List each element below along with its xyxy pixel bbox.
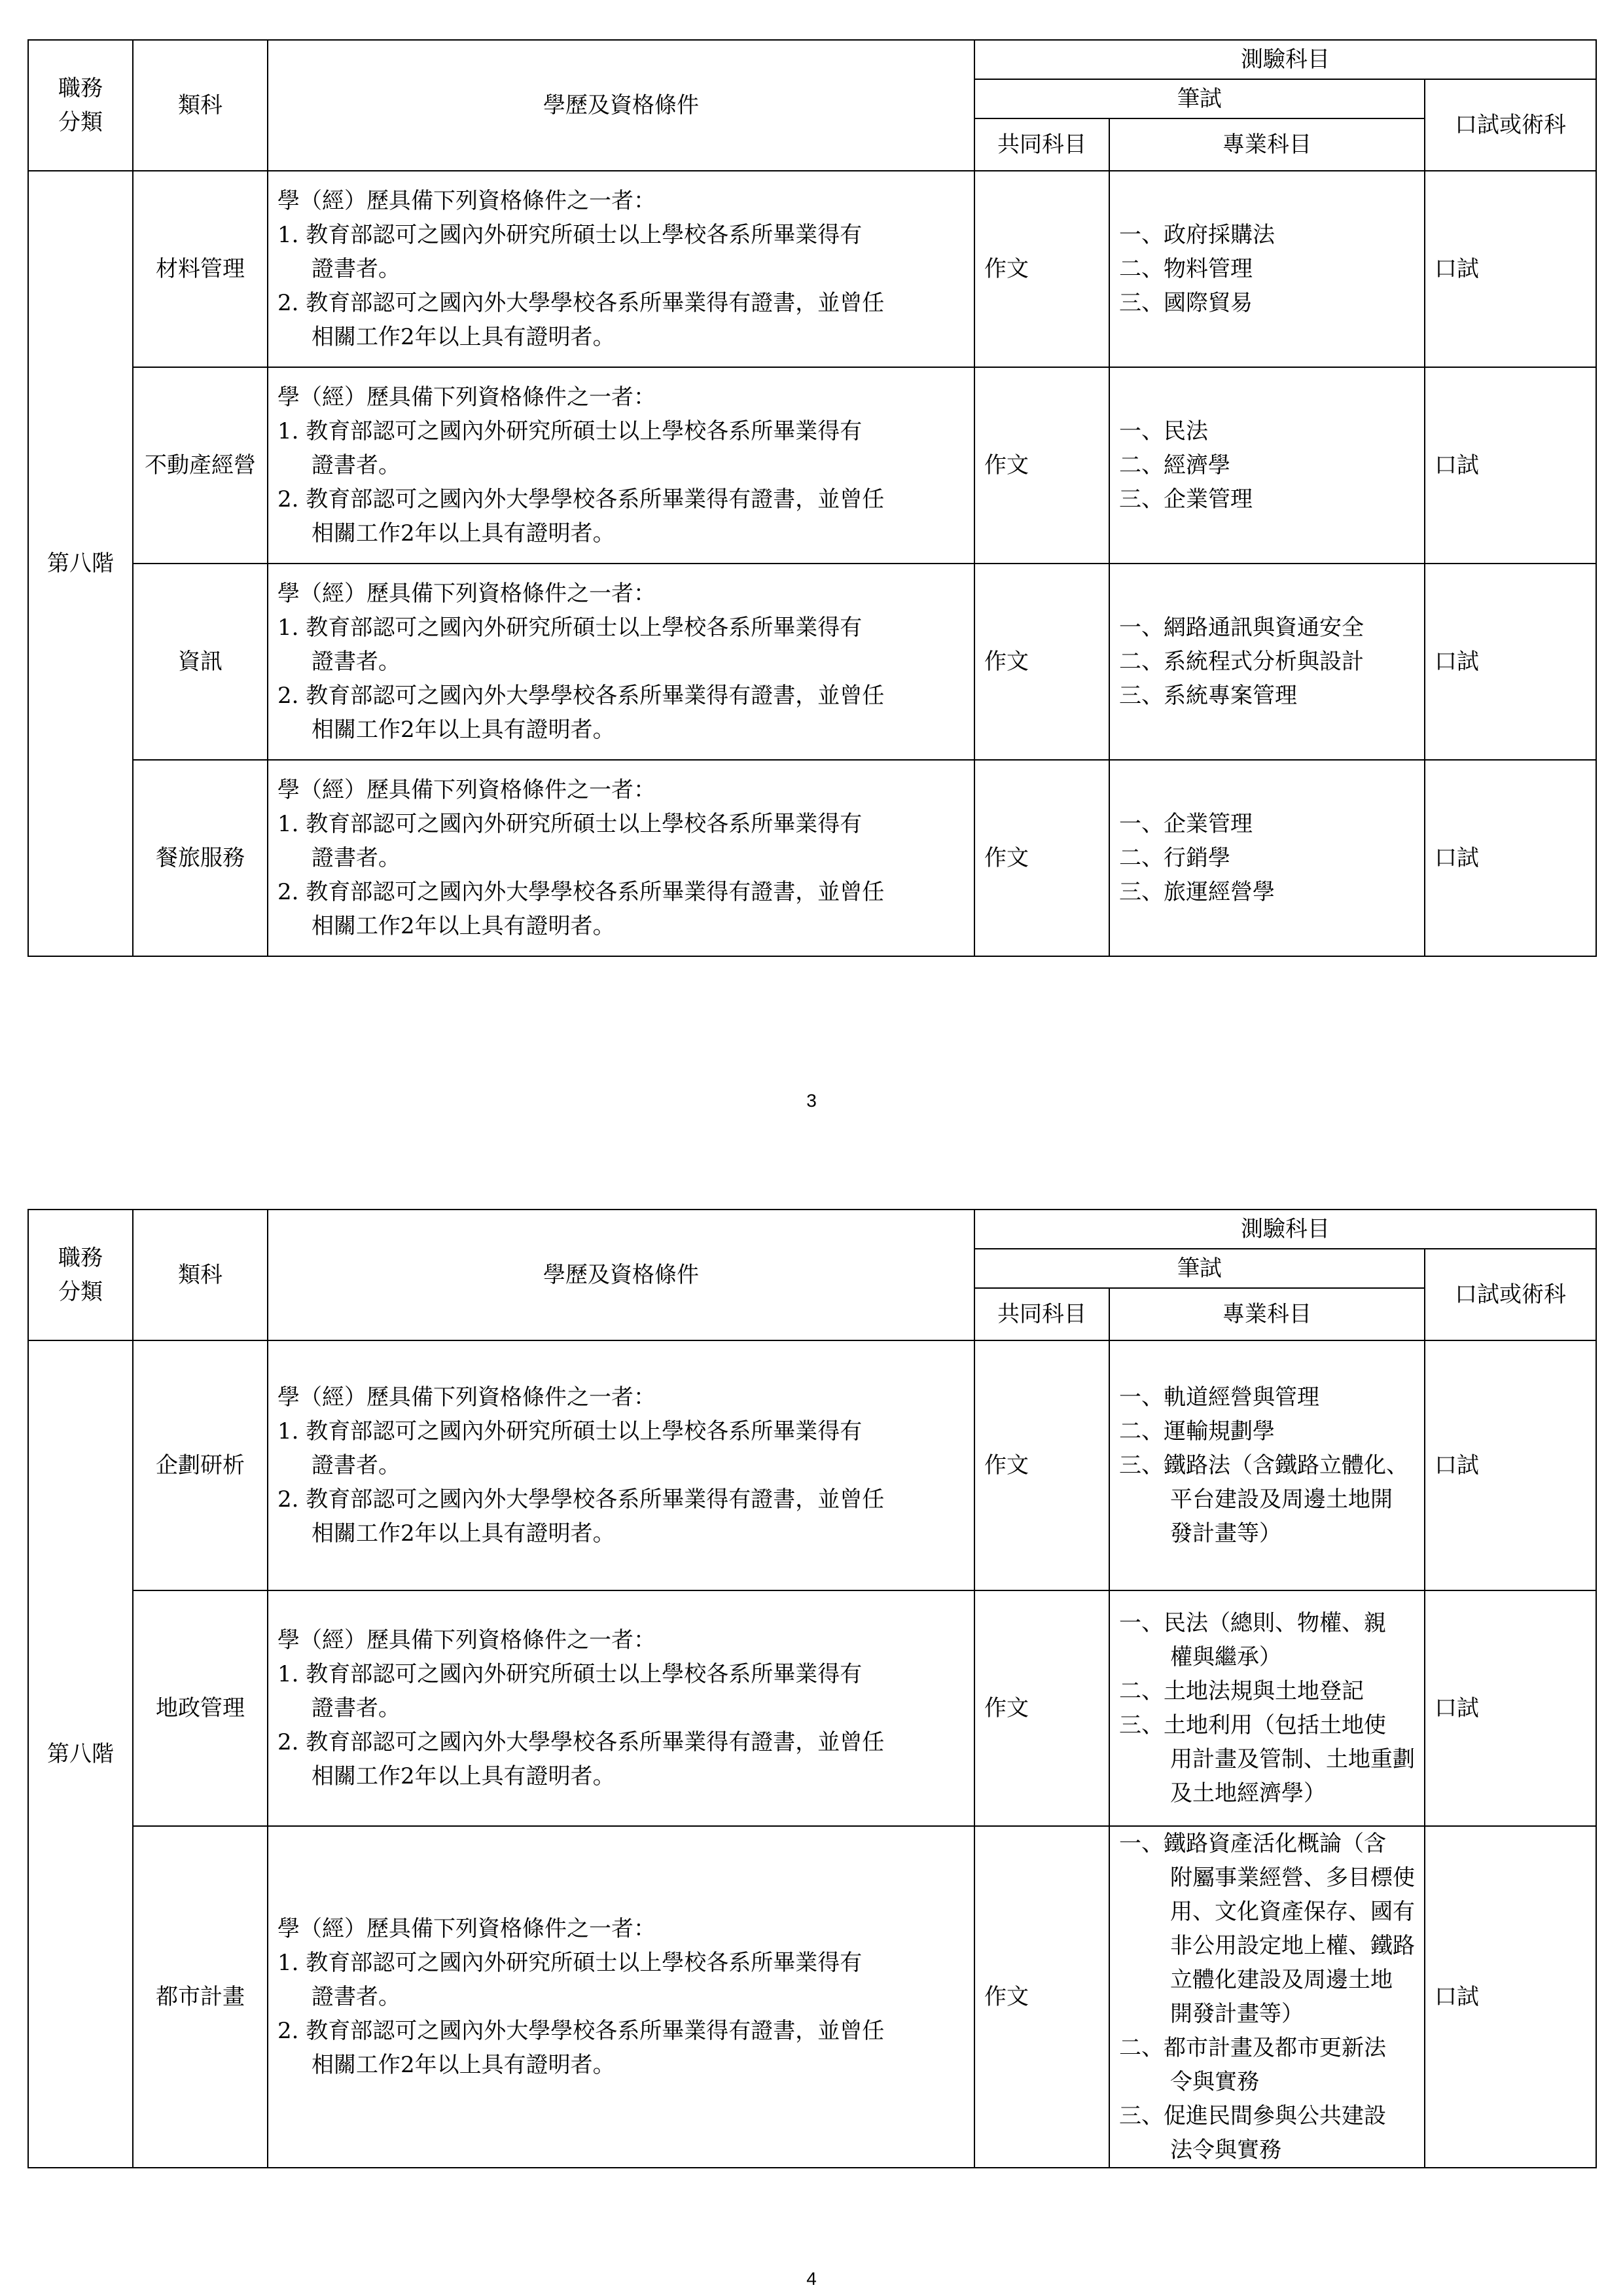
category-cell: 資訊 [133,564,268,760]
professional-subject-cell: 一、軌道經營與管理 二、運輸規劃學 三、鐵路法（含鐵路立體化、 平台建設及周邊土地開 發計畫等） [1109,1340,1425,1590]
oral-cell: 口試 [1425,1340,1596,1590]
category-cell: 都市計畫 [133,1826,268,2168]
header-exam-subjects: 測驗科目 [974,1210,1596,1249]
qualification-cell: 學（經）歷具備下列資格條件之一者： 1. 教育部認可之國內外研究所碩士以上學校各系所畢業得有 證書者。 2. 教育部認可之國內外大學學校各系所畢業得有證書，並曾任 相關工作2年以上具有證明者。 [268,1826,974,2168]
common-subject-cell: 作文 [974,367,1109,564]
qualification-cell: 學（經）歷具備下列資格條件之一者： 1. 教育部認可之國內外研究所碩士以上學校各系所畢業得有 證書者。 2. 教育部認可之國內外大學學校各系所畢業得有證書，並曾任 相關工作2年以上具有證明者。 [268,1590,974,1826]
header-common-subject: 共同科目 [974,1288,1109,1340]
rank-cell: 第八階 [28,1340,133,2168]
professional-subject-cell: 一、鐵路資產活化概論（含 附屬事業經營、多目標使 用、文化資產保存、國有 非公用設定地上權、鐵路 立體化建設及周邊土地 開發計畫等） 二、都市計畫及都市更新法 令與實務 三、促進民間參與公共建設 法令與實務 [1109,1826,1425,2168]
professional-subject-cell: 一、網路通訊與資通安全 二、系統程式分析與設計 三、系統專案管理 [1109,564,1425,760]
category-cell: 地政管理 [133,1590,268,1826]
professional-subject-cell: 一、企業管理 二、行銷學 三、旅運經營學 [1109,760,1425,956]
table-row [28,171,1596,367]
table-row [28,1590,1596,1826]
table-row [28,1340,1596,1590]
category-cell: 材料管理 [133,171,268,367]
table-row [28,367,1596,564]
common-subject-cell: 作文 [974,564,1109,760]
oral-cell: 口試 [1425,1826,1596,2168]
category-cell: 企劃研析 [133,1340,268,1590]
common-subject-cell: 作文 [974,1826,1109,2168]
header-professional-subject: 專業科目 [1109,118,1425,171]
page-number: 3 [806,1090,817,1111]
exam-table-page-4 [27,1209,1597,2168]
header-common-subject: 共同科目 [974,118,1109,171]
header-written: 筆試 [974,1249,1425,1288]
header-professional-subject: 專業科目 [1109,1288,1425,1340]
exam-table-page-3 [27,39,1597,957]
oral-cell: 口試 [1425,367,1596,564]
header-exam-subjects: 測驗科目 [974,40,1596,79]
professional-subject-cell: 一、政府採購法 二、物料管理 三、國際貿易 [1109,171,1425,367]
qualification-cell: 學（經）歷具備下列資格條件之一者： 1. 教育部認可之國內外研究所碩士以上學校各系所畢業得有 證書者。 2. 教育部認可之國內外大學學校各系所畢業得有證書，並曾任 相關工作2年以上具有證明者。 [268,1340,974,1590]
oral-cell: 口試 [1425,171,1596,367]
page-number: 4 [806,2269,817,2289]
qualification-cell: 學（經）歷具備下列資格條件之一者： 1. 教育部認可之國內外研究所碩士以上學校各系所畢業得有 證書者。 2. 教育部認可之國內外大學學校各系所畢業得有證書，並曾任 相關工作2年以上具有證明者。 [268,760,974,956]
header-category: 類科 [133,40,268,171]
common-subject-cell: 作文 [974,1590,1109,1826]
qualification-cell: 學（經）歷具備下列資格條件之一者： 1. 教育部認可之國內外研究所碩士以上學校各系所畢業得有 證書者。 2. 教育部認可之國內外大學學校各系所畢業得有證書，並曾任 相關工作2年以上具有證明者。 [268,367,974,564]
rank-cell: 第八階 [28,171,133,956]
header-job-class: 職務 分類 [28,40,133,171]
qualification-cell: 學（經）歷具備下列資格條件之一者： 1. 教育部認可之國內外研究所碩士以上學校各系所畢業得有 證書者。 2. 教育部認可之國內外大學學校各系所畢業得有證書，並曾任 相關工作2年以上具有證明者。 [268,171,974,367]
header-qualification: 學歷及資格條件 [268,40,974,171]
oral-cell: 口試 [1425,564,1596,760]
header-qualification: 學歷及資格條件 [268,1210,974,1340]
table-row [28,564,1596,760]
common-subject-cell: 作文 [974,171,1109,367]
table-row [28,760,1596,956]
professional-subject-cell: 一、民法（總則、物權、親 權與繼承） 二、土地法規與土地登記 三、土地利用（包括土地使 用計畫及管制、土地重劃 及土地經濟學） [1109,1590,1425,1826]
header-job-class: 職務 分類 [28,1210,133,1340]
common-subject-cell: 作文 [974,1340,1109,1590]
category-cell: 餐旅服務 [133,760,268,956]
header-oral: 口試或術科 [1425,1249,1596,1340]
table-row [28,1826,1596,2168]
common-subject-cell: 作文 [974,760,1109,956]
header-oral: 口試或術科 [1425,79,1596,171]
qualification-cell: 學（經）歷具備下列資格條件之一者： 1. 教育部認可之國內外研究所碩士以上學校各系所畢業得有 證書者。 2. 教育部認可之國內外大學學校各系所畢業得有證書，並曾任 相關工作2年以上具有證明者。 [268,564,974,760]
page-4 [0,1148,1623,2296]
header-written: 筆試 [974,79,1425,118]
header-category: 類科 [133,1210,268,1340]
professional-subject-cell: 一、民法 二、經濟學 三、企業管理 [1109,367,1425,564]
oral-cell: 口試 [1425,760,1596,956]
oral-cell: 口試 [1425,1590,1596,1826]
category-cell: 不動產經營 [133,367,268,564]
